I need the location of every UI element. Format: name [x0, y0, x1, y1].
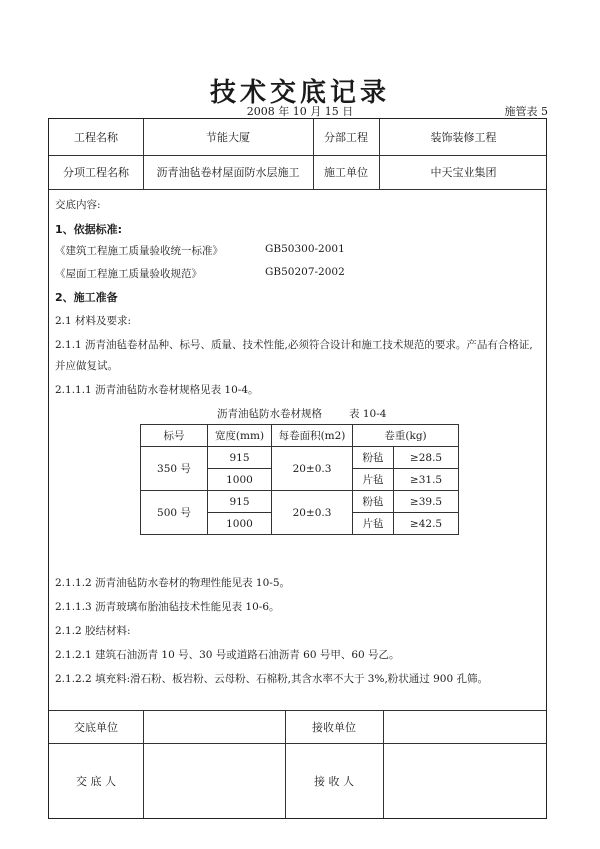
- table-header-row: [141, 425, 459, 447]
- width-cell: 915: [208, 447, 272, 469]
- header-width: 宽度(mm): [208, 425, 272, 447]
- project-name-value: 节能大厦: [206, 131, 250, 144]
- divider: [49, 189, 546, 190]
- para-2-1-1-line2: 并应做复试。: [55, 360, 118, 372]
- grade-cell: 500 号: [141, 491, 208, 535]
- para-2-1: 2.1 材料及要求:: [55, 315, 132, 327]
- header-area: 每卷面积(m2): [272, 425, 353, 447]
- standard-2-code: GB50207-2002: [265, 266, 345, 278]
- subproject-value: 沥青油毡卷材屋面防水层施工: [156, 166, 300, 179]
- divider: [383, 710, 384, 818]
- giver-unit-label: 交底单位: [74, 720, 118, 734]
- type-cell: 片毡: [353, 513, 394, 535]
- type-cell: 片毡: [353, 469, 394, 491]
- header-weight: 卷重(kg): [353, 425, 459, 447]
- project-name-label: 工程名称: [74, 131, 118, 144]
- para-2-1-1-2: 2.1.1.2 沥青油毡防水卷材的物理性能见表 10-5。: [55, 577, 290, 589]
- division-label: 分部工程: [324, 131, 368, 144]
- para-2-1-2: 2.1.2 胶结材料:: [55, 625, 131, 637]
- weight-cell: ≥39.5: [394, 491, 459, 513]
- standard-2-name: 《屋面工程施工质量验收规范》: [55, 268, 202, 280]
- receiver-unit-label: 接收单位: [312, 720, 356, 734]
- unit-value: 中天宝业集团: [430, 166, 497, 179]
- area-cell: 20±0.3: [272, 447, 353, 491]
- type-cell: 粉毡: [353, 447, 394, 469]
- spec-table: [140, 424, 459, 535]
- grade-cell: 350 号: [141, 447, 208, 491]
- para-2-1-2-1: 2.1.2.1 建筑石油沥青 10 号、30 号或道路石油沥青 60 号甲、60 号乙。: [55, 649, 400, 661]
- para-2-1-2-2: 2.1.2.2 填充料:滑石粉、板岩粉、云母粉、石棉粉,其含水率不大于 3%,粉状通过 900 孔筛。: [55, 673, 488, 685]
- record-frame: [48, 118, 547, 819]
- para-2-1-1-1: 2.1.1.1 沥青油毡防水卷材规格见表 10-4。: [55, 384, 259, 396]
- giver-label: 交 底 人: [76, 775, 116, 788]
- table-number: 表 10-4: [349, 408, 387, 420]
- section-2-heading: 2、施工准备: [55, 291, 118, 304]
- width-cell: 915: [208, 491, 272, 513]
- receiver-label: 接 收 人: [314, 775, 354, 788]
- table-caption: 沥青油毡防水卷材规格: [217, 408, 322, 420]
- content-intro: 交底内容:: [55, 199, 101, 211]
- table-row: [141, 447, 459, 469]
- width-cell: 1000: [208, 513, 272, 535]
- weight-cell: ≥42.5: [394, 513, 459, 535]
- weight-cell: ≥31.5: [394, 469, 459, 491]
- type-cell: 粉毡: [353, 491, 394, 513]
- unit-label: 施工单位: [324, 166, 368, 179]
- division-value: 装饰装修工程: [430, 131, 497, 144]
- subproject-label: 分项工程名称: [63, 166, 129, 179]
- doc-date: 2008 年 10 月 15 日: [246, 105, 354, 118]
- para-2-1-1-line1: 2.1.1 沥青油毡卷材品种、标号、质量、技术性能,必须符合设计和施工技术规范的要求。产品有合格证,: [55, 339, 533, 351]
- weight-cell: ≥28.5: [394, 447, 459, 469]
- para-2-1-1-3: 2.1.1.3 沥青玻璃布胎油毡技术性能见表 10-6。: [55, 601, 280, 613]
- form-number: 施管表 5: [504, 105, 548, 118]
- header-grade: 标号: [141, 425, 208, 447]
- doc-title: 技术交底记录: [209, 78, 390, 108]
- area-cell: 20±0.3: [272, 491, 353, 535]
- section-1-heading: 1、依据标准:: [55, 223, 123, 236]
- width-cell: 1000: [208, 469, 272, 491]
- table-row: [141, 491, 459, 513]
- divider: [143, 710, 144, 818]
- standard-1-name: 《建筑工程施工质量验收统一标准》: [55, 245, 223, 257]
- standard-1-code: GB50300-2001: [265, 243, 345, 255]
